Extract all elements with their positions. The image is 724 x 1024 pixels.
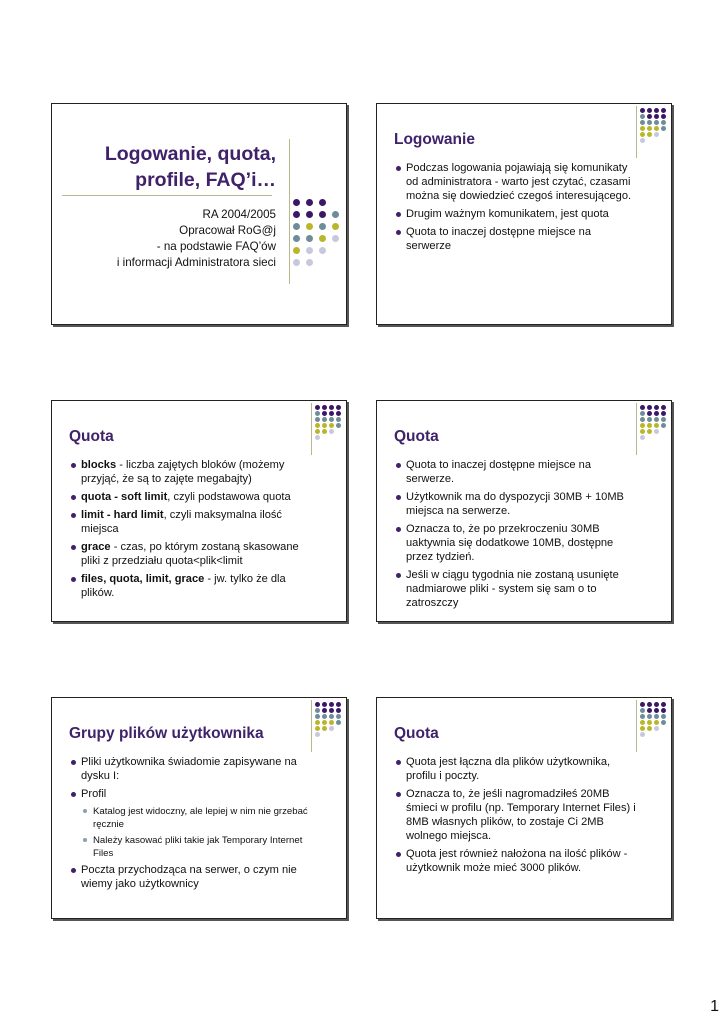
bullet-item: Quota jest również nałożona na ilość plików - użytkownik może mieć 3000 plików. [396, 847, 636, 875]
decorative-dot [315, 708, 320, 713]
accent-vertical-line [636, 106, 637, 158]
decorative-dot [640, 132, 645, 137]
decorative-dot-grid [293, 199, 347, 279]
decorative-dot [322, 702, 327, 707]
decorative-dot [661, 108, 666, 113]
sub-bullet-item: Należy kasować pliki takie jak Temporary Internet Files [83, 834, 311, 860]
decorative-dot [315, 411, 320, 416]
slide-body [396, 458, 636, 614]
decorative-dot [647, 108, 652, 113]
decorative-dot [322, 417, 327, 422]
decorative-dot [661, 708, 666, 713]
decorative-dot [336, 702, 341, 707]
decorative-dot [640, 708, 645, 713]
decorative-dot [647, 114, 652, 119]
decorative-dot [336, 405, 341, 410]
term: quota - soft limit [81, 491, 168, 503]
decorative-dot [315, 714, 320, 719]
decorative-dot [322, 423, 327, 428]
slide-body [396, 161, 636, 257]
decorative-dot-grid [315, 405, 347, 449]
decorative-dot [661, 417, 666, 422]
decorative-dot [315, 417, 320, 422]
decorative-dot [640, 429, 645, 434]
decorative-dot [322, 726, 327, 731]
decorative-dot [322, 708, 327, 713]
bullet-item [71, 490, 311, 504]
decorative-dot [329, 417, 334, 422]
decorative-dot [640, 411, 645, 416]
decorative-dot [332, 223, 339, 230]
title-line: profile, FAQ’i… [135, 169, 276, 191]
decorative-dot [332, 211, 339, 218]
title-divider [62, 195, 272, 196]
decorative-dot [336, 411, 341, 416]
decorative-dot [329, 405, 334, 410]
decorative-dot [647, 720, 652, 725]
slide-title: Grupy plików użytkownika [69, 725, 264, 742]
bullet-item: Podczas logowania pojawiają się komunikaty od administratora - warto jest czytać, czasami można się dowiedzieć czegoś interesującego. [396, 161, 636, 203]
decorative-dot [647, 132, 652, 137]
decorative-dot [329, 708, 334, 713]
decorative-dot [293, 247, 300, 254]
bullet-item: Profil [71, 787, 311, 801]
decorative-dot [661, 126, 666, 131]
decorative-dot [661, 411, 666, 416]
decorative-dot [322, 429, 327, 434]
decorative-dot [654, 726, 659, 731]
decorative-dot [661, 405, 666, 410]
decorative-dot [332, 235, 339, 242]
decorative-dot [306, 259, 313, 266]
decorative-dot [329, 411, 334, 416]
decorative-dot [329, 429, 334, 434]
bullet-item: Oznacza to, że po przekroczeniu 30MB uaktywnia się dodatkowe 10MB, dostępne przez tydzień. [396, 522, 636, 564]
decorative-dot [306, 247, 313, 254]
decorative-dot [654, 126, 659, 131]
decorative-dot [336, 720, 341, 725]
decorative-dot [336, 417, 341, 422]
decorative-dot [647, 708, 652, 713]
decorative-dot [306, 235, 313, 242]
subtitle-line: Opracował RoG@j [179, 224, 276, 237]
term: limit - hard limit [81, 509, 164, 521]
term: grace [81, 541, 111, 553]
bullet-item: Quota to inaczej dostępne miejsce na serwerze [396, 225, 636, 253]
decorative-dot [654, 714, 659, 719]
decorative-dot [293, 211, 300, 218]
decorative-dot [661, 720, 666, 725]
decorative-dot [654, 429, 659, 434]
decorative-dot [315, 423, 320, 428]
slide-file-groups [51, 697, 347, 919]
decorative-dot [319, 247, 326, 254]
term: blocks [81, 459, 117, 471]
slide-logowanie [376, 103, 672, 325]
slide-quota-total [376, 697, 672, 919]
decorative-dot [315, 732, 320, 737]
decorative-dot [293, 223, 300, 230]
decorative-dot [640, 435, 645, 440]
decorative-dot [654, 702, 659, 707]
subtitle-line: - na podstawie FAQ’ów [156, 240, 276, 253]
decorative-dot [640, 726, 645, 731]
accent-vertical-line [311, 700, 312, 752]
decorative-dot-grid [640, 702, 672, 746]
decorative-dot [661, 423, 666, 428]
accent-vertical-line [636, 700, 637, 752]
decorative-dot-grid [640, 405, 672, 449]
decorative-dot [315, 720, 320, 725]
decorative-dot [654, 132, 659, 137]
slide-title [51, 103, 347, 325]
decorative-dot [319, 211, 326, 218]
decorative-dot [315, 429, 320, 434]
decorative-dot [329, 702, 334, 707]
slide-title: Logowanie [394, 131, 475, 148]
decorative-dot [640, 702, 645, 707]
decorative-dot [293, 199, 300, 206]
decorative-dot [336, 423, 341, 428]
slide-body [71, 458, 311, 604]
definition: - jw. tylko że dla plików. [81, 573, 286, 599]
bullet-item: Pliki użytkownika świadomie zapisywane na dysku I: [71, 755, 311, 783]
decorative-dot [654, 108, 659, 113]
decorative-dot [647, 423, 652, 428]
decorative-dot [319, 235, 326, 242]
title-slide-heading [105, 141, 276, 193]
decorative-dot [640, 138, 645, 143]
decorative-dot [329, 714, 334, 719]
decorative-dot [640, 405, 645, 410]
subtitle-line: i informacji Administratora sieci [116, 256, 276, 269]
decorative-dot [647, 429, 652, 434]
decorative-dot [640, 423, 645, 428]
decorative-dot [329, 720, 334, 725]
decorative-dot [654, 411, 659, 416]
page-number: 1 [710, 998, 719, 1015]
bullet-item: Quota jest łączna dla plików użytkownika, profilu i poczty. [396, 755, 636, 783]
decorative-dot [315, 726, 320, 731]
decorative-dot-grid [640, 108, 672, 152]
decorative-dot [647, 411, 652, 416]
decorative-dot [654, 405, 659, 410]
bullet-item [71, 540, 311, 568]
bullet-item: Drugim ważnym komunikatem, jest quota [396, 207, 636, 221]
definition: , czyli maksymalna ilość miejsca [81, 509, 282, 535]
sub-bullet-item: Katalog jest widoczny, ale lepiej w nim nie grzebać ręcznie [83, 805, 311, 831]
decorative-dot [329, 423, 334, 428]
bullet-item [71, 508, 311, 536]
decorative-dot [306, 223, 313, 230]
decorative-dot [647, 120, 652, 125]
title-slide-subtitle [117, 207, 276, 271]
decorative-dot [293, 259, 300, 266]
decorative-dot [322, 720, 327, 725]
decorative-dot [647, 417, 652, 422]
decorative-dot [654, 120, 659, 125]
decorative-dot [315, 702, 320, 707]
decorative-dot [661, 120, 666, 125]
accent-vertical-line [311, 403, 312, 455]
decorative-dot [661, 702, 666, 707]
accent-vertical-line [636, 403, 637, 455]
bullet-item: Jeśli w ciągu tygodnia nie zostaną usunięte nadmiarowe pliki - system się sam o to zatroszczy [396, 568, 636, 610]
definition: - liczba zajętych bloków (możemy przyjąć, że są to zajęte megabajty) [81, 459, 285, 485]
decorative-dot [654, 114, 659, 119]
title-line: Logowanie, quota, [104, 143, 276, 165]
decorative-dot [654, 423, 659, 428]
decorative-dot [319, 199, 326, 206]
slide-quota-limits [376, 400, 672, 622]
decorative-dot [647, 702, 652, 707]
decorative-dot [640, 114, 645, 119]
decorative-dot [329, 726, 334, 731]
decorative-dot [647, 405, 652, 410]
decorative-dot [640, 714, 645, 719]
bullet-item: Użytkownik ma do dyspozycji 30MB + 10MB miejsca na serwerze. [396, 490, 636, 518]
decorative-dot [322, 405, 327, 410]
decorative-dot [315, 435, 320, 440]
subtitle-line: RA 2004/2005 [202, 208, 276, 221]
bullet-item: Quota to inaczej dostępne miejsce na serwerze. [396, 458, 636, 486]
decorative-dot [336, 708, 341, 713]
slide-title: Quota [69, 428, 114, 445]
bullet-item [71, 458, 311, 486]
decorative-dot [640, 417, 645, 422]
slide-body [396, 755, 636, 879]
decorative-dot [315, 405, 320, 410]
slide-title: Quota [394, 725, 439, 742]
decorative-dot [647, 726, 652, 731]
decorative-dot [640, 120, 645, 125]
slide-quota-definitions [51, 400, 347, 622]
decorative-dot [336, 714, 341, 719]
decorative-dot [306, 199, 313, 206]
decorative-dot [654, 708, 659, 713]
term: files, quota, limit, grace [81, 573, 205, 585]
decorative-dot [319, 223, 326, 230]
decorative-dot [640, 732, 645, 737]
definition: , czyli podstawowa quota [167, 491, 291, 503]
bullet-item: Poczta przychodząca na serwer, o czym nie wiemy jako użytkownicy [71, 863, 311, 891]
decorative-dot [322, 714, 327, 719]
decorative-dot [647, 126, 652, 131]
decorative-dot [640, 126, 645, 131]
accent-vertical-line [289, 139, 290, 284]
decorative-dot [322, 411, 327, 416]
bullet-item [71, 572, 311, 600]
definition: - czas, po którym zostaną skasowane pliki z przedziału quota<plik<limit [81, 541, 299, 567]
decorative-dot [293, 235, 300, 242]
decorative-dot [640, 108, 645, 113]
bullet-item: Oznacza to, że jeśli nagromadziłeś 20MB śmieci w profilu (np. Temporary Internet Files) i 8MB własnych plików, to zostaje Ci 2MB wolnego miejsca. [396, 787, 636, 843]
decorative-dot [661, 714, 666, 719]
decorative-dot-grid [315, 702, 347, 746]
slide-body [71, 755, 311, 895]
decorative-dot [654, 720, 659, 725]
decorative-dot [647, 714, 652, 719]
decorative-dot [661, 114, 666, 119]
slide-title: Quota [394, 428, 439, 445]
decorative-dot [654, 417, 659, 422]
decorative-dot [640, 720, 645, 725]
decorative-dot [306, 211, 313, 218]
